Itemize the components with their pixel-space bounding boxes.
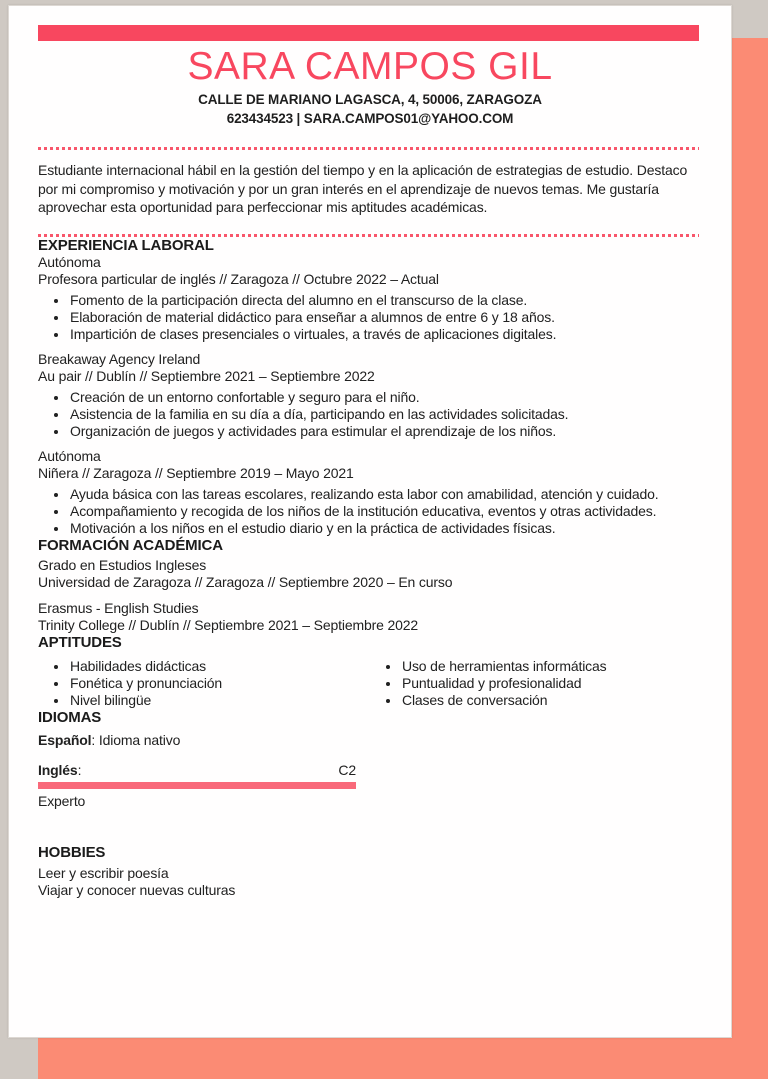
job-bullet: • Asistencia de la familia en su día a día, participando en las actividades solicitadas. <box>69 406 699 423</box>
summary-text: Estudiante internacional hábil en la gestión del tiempo y en la aplicación de estrategias de estudio. Destaco por mi compromiso y motivación y por un gran interés en el aprendizaje de nuevos temas. Me gustaría aprovechar esta oportunidad para perfeccionar mis aptitudes académicas. <box>38 162 688 215</box>
job-meta: Profesora particular de inglés // Zaragoza // Octubre 2022 – Actual <box>38 270 439 287</box>
job-employer: Autónoma <box>38 447 101 464</box>
job-bullet: • Motivación a los niños en el estudio diario y en la práctica de actividades físicas. <box>69 520 699 537</box>
language-level-descriptor: Experto <box>38 792 86 809</box>
language-native-label: Español <box>38 731 92 748</box>
skill-item: • Uso de herramientas informáticas <box>401 658 699 675</box>
address-line: CALLE DE MARIANO LAGASCA, 4, 50006, ZARAGOZA <box>198 92 542 107</box>
job-entry <box>38 254 699 343</box>
education-section-title: FORMACIÓN ACADÉMICA <box>38 536 223 554</box>
job-employer: Breakaway Agency Ireland <box>38 350 201 367</box>
skill-item: • Puntualidad y profesionalidad <box>401 675 699 692</box>
language-level-bar <box>38 782 356 789</box>
skill-item: • Habilidades didácticas <box>69 658 378 675</box>
job-bullet: • Ayuda básica con las tareas escolares, realizando esta labor con amabilidad, atención y cuidado. <box>69 486 699 503</box>
education-degree: Grado en Estudios Ingleses <box>38 556 207 573</box>
candidate-name: SARA CAMPOS GIL <box>187 45 553 88</box>
job-bullet-list <box>38 389 699 440</box>
job-bullet: • Organización de juegos y actividades para estimular el aprendizaje de los niños. <box>69 423 699 440</box>
job-bullet: • Creación de un entorno confortable y seguro para el niño. <box>69 389 699 406</box>
language-second-label: Inglés <box>38 761 78 778</box>
education-section <box>9 537 731 634</box>
job-employer: Autónoma <box>38 253 101 270</box>
experience-section-title: EXPERIENCIA LABORAL <box>38 236 214 254</box>
skill-item: • Fonética y pronunciación <box>69 675 378 692</box>
experience-section <box>9 237 731 537</box>
job-entry <box>38 448 699 537</box>
job-bullet-list <box>38 292 699 343</box>
skill-item: • Nivel bilingüe <box>69 692 378 709</box>
language-level-text: C2 <box>338 761 356 778</box>
header-accent-bar <box>38 25 699 41</box>
hobbies-section <box>9 844 731 899</box>
hobby-item: Viajar y conocer nuevas culturas <box>38 881 236 898</box>
language-native-value: : Idioma nativo <box>91 731 181 748</box>
education-degree: Erasmus - English Studies <box>38 599 199 616</box>
skills-list-left <box>38 658 378 709</box>
job-bullet: • Fomento de la participación directa del alumno en el transcurso de la clase. <box>69 292 699 309</box>
skills-list-right <box>378 658 699 709</box>
job-meta: Niñera // Zaragoza // Septiembre 2019 – Mayo 2021 <box>38 464 354 481</box>
skills-column-right <box>378 654 699 709</box>
language-second-label-wrap <box>38 762 81 779</box>
job-bullet: • Acompañamiento y recogida de los niños de la institución educativa, eventos y otras actividades. <box>69 503 699 520</box>
job-bullet-list <box>38 486 699 537</box>
job-bullet: • Elaboración de material didáctico para enseñar a alumnos de entre 6 y 18 años. <box>69 309 699 326</box>
hobby-item: Leer y escribir poesía <box>38 864 169 881</box>
job-entry <box>38 351 699 440</box>
job-bullet: • Impartición de clases presenciales o virtuales, a través de aplicaciones digitales. <box>69 326 699 343</box>
contact-line: 623434523 | SARA.CAMPOS01@YAHOO.COM <box>226 111 514 126</box>
dotted-divider-top <box>38 147 699 150</box>
languages-section-title: IDIOMAS <box>38 708 102 726</box>
education-entry <box>38 557 699 591</box>
skills-section-title: APTITUDES <box>38 633 122 651</box>
education-meta: Universidad de Zaragoza // Zaragoza // Septiembre 2020 – En curso <box>38 573 453 590</box>
skills-column-left <box>38 654 378 709</box>
skill-item: • Clases de conversación <box>401 692 699 709</box>
education-entry <box>38 600 699 634</box>
education-meta: Trinity College // Dublín // Septiembre 2021 – Septiembre 2022 <box>38 616 419 633</box>
skills-section <box>9 634 731 709</box>
language-second-colon: : <box>77 761 82 778</box>
resume-page <box>8 5 732 1038</box>
languages-section <box>9 709 731 810</box>
hobbies-section-title: HOBBIES <box>38 843 106 861</box>
language-second-line <box>38 762 356 779</box>
job-meta: Au pair // Dublín // Septiembre 2021 – Septiembre 2022 <box>38 367 375 384</box>
language-native-line <box>38 732 699 749</box>
